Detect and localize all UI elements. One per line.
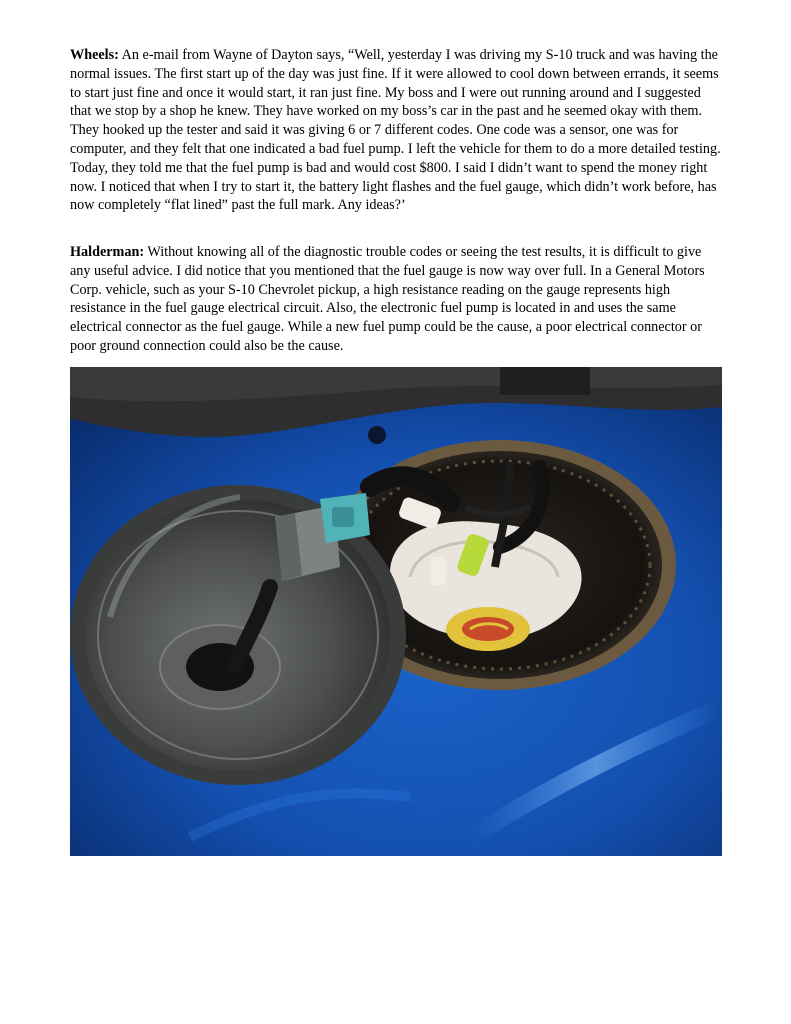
question-text: An e-mail from Wayne of Dayton says, “Well, yesterday I was driving my S-10 truck and was having the normal issues. The first start up of the day was just fine. If it were allowed to cool down between errands, it seems to start just fine and once it would start, it ran just fine. My boss and I were out running around and I suggested that we stop by a shop he knew. They have worked on my boss’s car in the past and he seemed okay with them. They hooked up the tester and said it was giving 6 or 7 different codes. One code was a sensor, one was for computer, and they felt that one indicated a bad fuel pump. I left the vehicle for them to do a more detailed testing. Today, they told me that the fuel pump is bad and would cost $800. I said I didn’t want to spend the money right now. I noticed that when I try to start it, the battery light flashes and the fuel gauge, which didn’t work before, has now completely “flat lined” past the full mark. Any ideas?’ (70, 47, 721, 214)
fuel-pump-photo (70, 367, 722, 856)
answer-speaker: Halderman: (70, 244, 145, 260)
question-paragraph (70, 46, 722, 215)
question-speaker: Wheels: (70, 47, 119, 63)
answer-text: Without knowing all of the diagnostic trouble codes or seeing the test results, it is difficult to give any useful advice. I did notice that you mentioned that the fuel gauge is now way over full. In a General Motors Corp. vehicle, such as your S-10 Chevrolet pickup, a high resistance reading on the gauge represents high resistance in the fuel gauge electrical circuit. Also, the electronic fuel pump is located in and uses the same electrical connector as the fuel gauge. While a new fuel pump could be the cause, a poor electrical connector or poor ground connection could also be the cause. (70, 244, 705, 354)
answer-paragraph (70, 243, 722, 356)
